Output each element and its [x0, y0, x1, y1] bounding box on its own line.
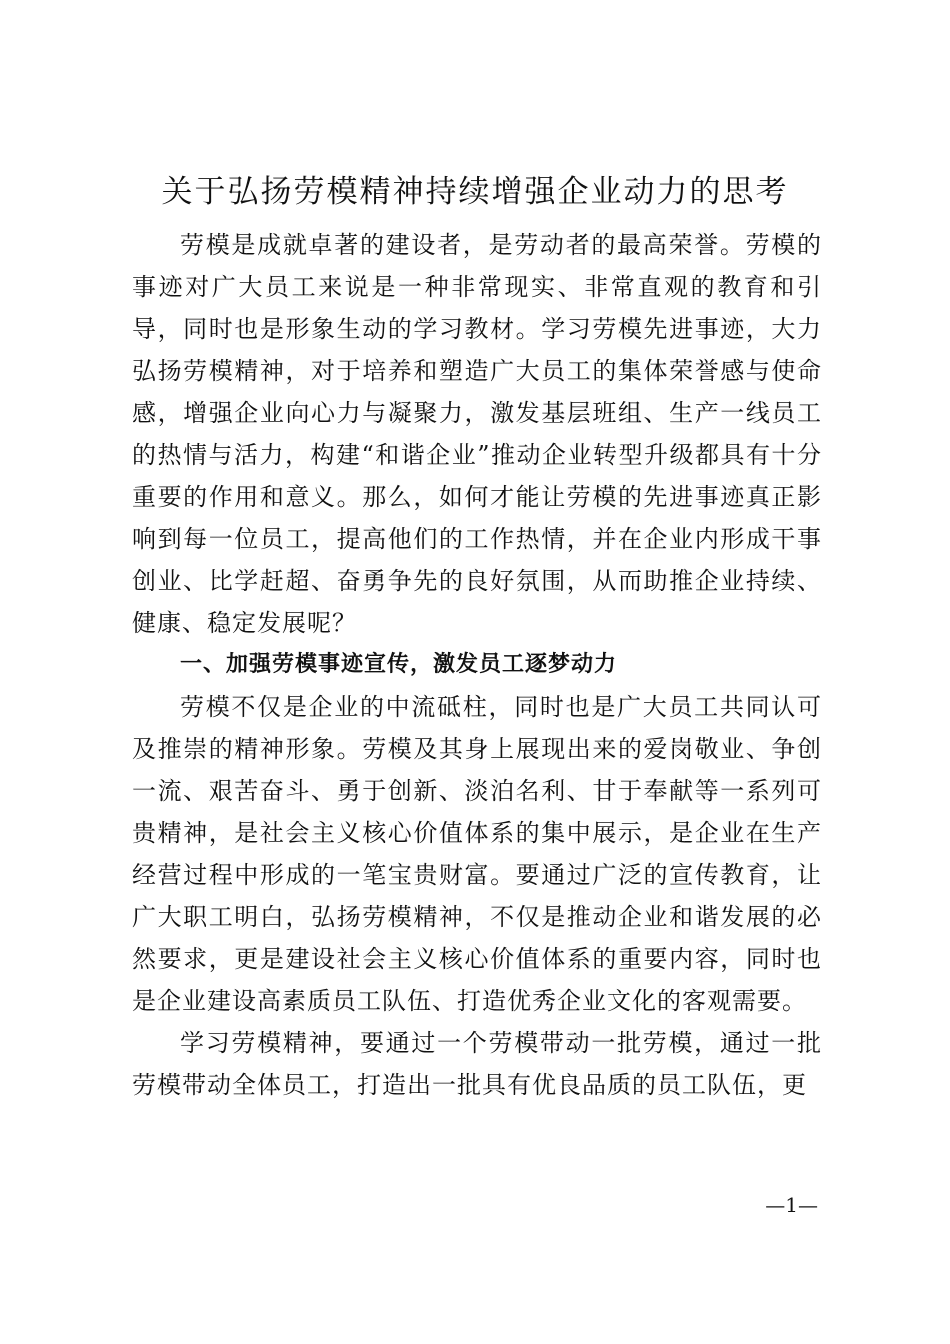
section-paragraph: 劳模不仅是企业的中流砥柱，同时也是广大员工共同认可及推崇的精神形象。劳模及其身上展现出来的爱岗敬业、争创一流、艰苦奋斗、勇于创新、淡泊名利、甘于奉献等一系列可贵精神，是社会主义核心价值体系的集中展示，是企业在生产经营过程中形成的一笔宝贵财富。要通过广泛的宣传教育，让广大职工明白，弘扬劳模精神，不仅是推动企业和谐发展的必然要求，更是建设社会主义核心价值体系的重要内容，同时也是企业建设高素质员工队伍、打造优秀企业文化的客观需要。 — [132, 693, 822, 1015]
page-number: —1— — [765, 1193, 818, 1217]
page-title: 关于弘扬劳模精神持续增强企业动力的思考 — [161, 174, 789, 210]
section-paragraph: 学习劳模精神，要通过一个劳模带动一批劳模，通过一批劳模带动全体员工，打造出一批具有优良品质的员工队伍，更 — [132, 1029, 822, 1099]
section-heading: 一、加强劳模事迹宣传，激发员工逐梦动力 — [180, 652, 618, 677]
document-body — [132, 224, 822, 1106]
intro-paragraph: 劳模是成就卓著的建设者，是劳动者的最高荣誉。劳模的事迹对广大员工来说是一种非常现实、非常直观的教育和引导，同时也是形象生动的学习教材。学习劳模先进事迹，大力弘扬劳模精神，对于培养和塑造广大员工的集体荣誉感与使命感，增强企业向心力与凝聚力，激发基层班组、生产一线员工的热情与活力，构建“和谐企业”推动企业转型升级都具有十分重要的作用和意义。那么，如何才能让劳模的先进事迹真正影响到每一位员工，提高他们的工作热情，并在企业内形成干事创业、比学赶超、奋勇争先的良好氛围，从而助推企业持续、健康、稳定发展呢？ — [132, 231, 822, 637]
